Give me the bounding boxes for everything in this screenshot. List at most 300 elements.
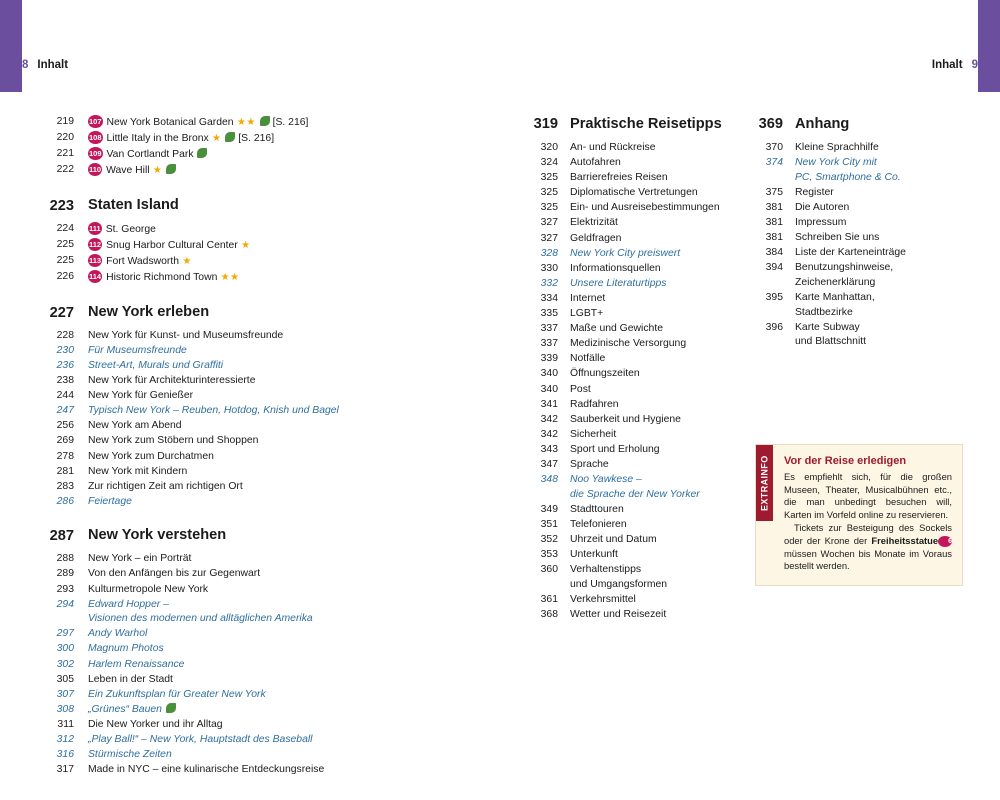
toc-section-entry[interactable]: [755, 115, 970, 133]
toc-entry-title: [88, 196, 460, 214]
toc-entry-title: [88, 495, 460, 510]
toc-entry-subtitle: Zeichenerklärung: [795, 276, 876, 288]
toc-entry[interactable]: [530, 277, 760, 292]
toc-entry-label: Stadttouren: [570, 503, 624, 515]
toc-entry[interactable]: [40, 434, 460, 449]
toc-entry-title: [570, 608, 760, 623]
toc-entry[interactable]: [40, 450, 460, 465]
star-rating-icon: ★: [149, 165, 163, 177]
toc-entry-title: [795, 201, 970, 216]
header-label-right: Inhalt: [931, 59, 963, 71]
toc-entry-subtitle: und Blattschnitt: [795, 336, 867, 348]
toc-entry-title: [570, 307, 760, 322]
toc-entry-page: 327: [540, 217, 558, 229]
toc-entry-title: [88, 598, 460, 627]
toc-entry-page: 287: [49, 528, 74, 545]
map-pin-icon: 112: [89, 239, 102, 249]
map-pin-icon: 110: [89, 165, 102, 175]
toc-entry-page: 238: [56, 375, 74, 387]
toc-entry[interactable]: [530, 413, 760, 428]
toc-entry-subtitle: PC, Smartphone & Co.: [795, 171, 901, 183]
toc-entry[interactable]: [40, 238, 460, 254]
toc-entry[interactable]: [40, 222, 460, 238]
toc-entry[interactable]: [40, 733, 460, 748]
toc-entry-title: [570, 428, 760, 443]
toc-entry-label: Informationsquellen: [570, 262, 661, 274]
toc-entry-label: Ein- und Ausreisebestimmungen: [570, 202, 720, 214]
toc-entry[interactable]: [40, 465, 460, 480]
toc-entry-label: Diplomatische Vertretungen: [570, 187, 698, 199]
toc-entry-label: Die Autoren: [795, 201, 850, 213]
toc-entry-page: 381: [765, 201, 783, 213]
toc-entry[interactable]: [40, 404, 460, 419]
toc-entry-title: [570, 171, 760, 186]
toc-entry[interactable]: [40, 495, 460, 510]
toc-entry[interactable]: [530, 262, 760, 277]
toc-entry[interactable]: [530, 563, 760, 592]
toc-entry-title: [88, 480, 460, 495]
toc-entry-label: Karte Subway: [795, 321, 860, 333]
toc-entry-page: 311: [57, 718, 74, 730]
toc-entry-label: Post: [570, 383, 591, 395]
toc-entry-page: 324: [540, 157, 558, 169]
toc-entry[interactable]: [755, 141, 970, 156]
toc-column-3: [755, 115, 970, 350]
eco-leaf-icon: [197, 148, 207, 158]
toc-entry-page: 286: [56, 495, 74, 507]
map-pin-icon: 6: [938, 536, 952, 547]
toc-entry-page: 225: [56, 238, 74, 250]
toc-entry-page: 256: [56, 420, 74, 432]
toc-entry[interactable]: [40, 718, 460, 733]
toc-entry-label: New York erleben: [88, 303, 210, 320]
toc-entry[interactable]: [755, 216, 970, 231]
map-pin-icon: 107: [89, 117, 102, 126]
toc-entry-title: [570, 398, 760, 413]
toc-entry-label: New York City mit: [795, 157, 877, 169]
toc-entry-label: St. George: [105, 223, 156, 235]
page-number-left: 8: [22, 59, 29, 71]
toc-entry[interactable]: [530, 201, 760, 216]
toc-entry[interactable]: [40, 480, 460, 495]
toc-entry-page: 308: [56, 703, 74, 715]
toc-entry[interactable]: [755, 186, 970, 201]
toc-entry-title: [88, 763, 460, 778]
toc-entry-title: [88, 238, 460, 254]
toc-entry-label: Liste der Karteneinträge: [795, 247, 906, 259]
toc-entry-title: [88, 163, 460, 179]
toc-entry-page: 312: [56, 734, 74, 745]
map-pin-icon: 108: [89, 133, 102, 143]
toc-entry-label: Harlem Renaissance: [88, 658, 185, 670]
toc-entry-label: Schreiben Sie uns: [795, 232, 880, 244]
toc-entry[interactable]: [40, 419, 460, 434]
toc-entry-title: [795, 261, 970, 290]
toc-entry-title: [88, 115, 460, 131]
toc-section-entry[interactable]: [40, 526, 460, 545]
toc-entry-reference: [S. 216]: [235, 133, 275, 145]
toc-entry-label: Medizinische Versorgung: [570, 338, 687, 350]
toc-entry-title: [570, 115, 760, 133]
toc-entry[interactable]: [530, 533, 760, 548]
toc-entry-label: Wave Hill: [106, 165, 150, 177]
extra-info-p2-post: müssen Wochen bis Monate im Voraus bestellt werden.: [784, 547, 952, 572]
toc-entry-page: 375: [765, 186, 783, 198]
toc-entry-page: 283: [56, 480, 74, 492]
toc-entry[interactable]: [530, 593, 760, 608]
toc-entry-page: 278: [56, 450, 74, 462]
toc-entry-page: 330: [540, 262, 558, 274]
toc-entry-label: New York zum Durchatmen: [88, 450, 214, 462]
folio-right: [932, 59, 978, 71]
toc-entry-page: 305: [56, 673, 74, 685]
toc-entry-title: [88, 303, 460, 321]
toc-entry-label: „Grünes“ Bauen: [88, 703, 162, 715]
toc-entry-title: [795, 156, 970, 185]
toc-entry-page: 294: [56, 598, 74, 610]
toc-entry-title: [88, 748, 460, 763]
toc-entry[interactable]: [530, 428, 760, 443]
toc-entry-page: 374: [765, 157, 783, 169]
toc-entry-title: [795, 321, 970, 350]
toc-entry-page: 220: [56, 132, 74, 144]
toc-entry-page: 325: [540, 187, 558, 199]
toc-entry-title: [88, 733, 460, 748]
toc-entry[interactable]: [530, 216, 760, 231]
eco-leaf-icon: [166, 703, 176, 713]
toc-entry-page: 342: [540, 428, 558, 440]
toc-entry-title: [570, 156, 760, 171]
toc-entry[interactable]: [755, 201, 970, 216]
toc-entry-label: Unsere Literaturtipps: [570, 277, 667, 289]
toc-entry[interactable]: [40, 344, 460, 359]
toc-entry-label: Benutzungshinweise,: [795, 262, 894, 274]
toc-entry-label: Praktische Reisetipps: [570, 116, 722, 132]
toc-entry-title: [88, 526, 460, 544]
toc-entry-page: 396: [765, 321, 783, 333]
toc-entry-page: 347: [540, 458, 558, 470]
toc-entry-label: Impressum: [795, 216, 847, 228]
toc-entry-page: 343: [540, 443, 558, 455]
star-rating-icon: ★★: [233, 117, 256, 128]
toc-entry-label: Unterkunft: [570, 549, 618, 561]
toc-entry-title: [570, 383, 760, 398]
toc-entry-page: 342: [540, 413, 558, 425]
map-pin-icon: 109: [89, 149, 102, 159]
toc-entry[interactable]: [40, 329, 460, 344]
toc-entry[interactable]: [530, 247, 760, 262]
toc-entry-label: Uhrzeit und Datum: [570, 533, 657, 545]
toc-entry[interactable]: [530, 156, 760, 171]
toc-entry-reference: [S. 216]: [269, 117, 309, 128]
toc-entry-label: Zur richtigen Zeit am richtigen Ort: [88, 480, 243, 492]
toc-entry[interactable]: [40, 627, 460, 642]
toc-entry-title: [570, 458, 760, 473]
toc-entry-title: [795, 246, 970, 261]
toc-entry-label: Andy Warhol: [88, 628, 148, 640]
toc-entry-label: Register: [795, 186, 834, 198]
toc-entry-page: 325: [540, 172, 558, 184]
toc-entry-subtitle: Visionen des modernen und alltäglichen Amerika: [88, 613, 313, 625]
toc-entry[interactable]: [755, 231, 970, 246]
toc-entry[interactable]: [530, 307, 760, 322]
toc-entry[interactable]: [530, 352, 760, 367]
toc-entry-title: [795, 141, 970, 156]
toc-entry-title: [88, 658, 460, 673]
toc-entry-label: Telefonieren: [570, 518, 627, 530]
toc-entry-page: 352: [540, 533, 558, 545]
toc-entry-page: 335: [540, 308, 558, 320]
toc-column-2: [530, 115, 760, 623]
toc-entry[interactable]: [40, 359, 460, 374]
toc-entry-subtitle: Stadtbezirke: [795, 306, 853, 318]
toc-entry-page: 394: [765, 262, 783, 274]
toc-entry-page: 360: [540, 564, 558, 576]
toc-entry-label: Radfahren: [570, 398, 619, 410]
toc-entry-label: Verhaltenstipps: [570, 564, 642, 576]
toc-entry[interactable]: [530, 458, 760, 473]
toc-entry-page: 340: [540, 368, 558, 380]
toc-entry-title: [88, 344, 460, 359]
toc-entry-title: [88, 703, 460, 718]
toc-entry-title: [570, 548, 760, 563]
toc-entry-label: Historic Richmond Town: [106, 272, 218, 284]
toc-entry-label: Geldfragen: [570, 232, 622, 244]
toc-section-entry[interactable]: [530, 115, 760, 133]
toc-entry-label: Wetter und Reisezeit: [570, 608, 667, 620]
toc-entry-page: 247: [56, 405, 74, 417]
toc-entry-title: [570, 473, 760, 502]
star-rating-icon: ★★: [217, 272, 240, 284]
toc-entry-title: [88, 254, 460, 270]
page-number-right: 9: [971, 59, 978, 71]
toc-entry-label: Anhang: [795, 116, 850, 132]
extra-info-paragraph-2: [784, 522, 952, 572]
eco-leaf-icon: [260, 116, 270, 126]
toc-entry-title: [570, 277, 760, 292]
toc-entry-title: [88, 450, 460, 465]
toc-entry[interactable]: [530, 171, 760, 186]
toc-entry[interactable]: [40, 688, 460, 703]
toc-entry-title: [795, 231, 970, 246]
toc-entry-label: An- und Rückreise: [570, 142, 656, 153]
toc-entry-label: Kulturmetropole New York: [88, 583, 209, 595]
extra-info-title: Vor der Reise erledigen: [784, 455, 907, 467]
toc-entry-label: „Play Ball!“ – New York, Hauptstadt des Baseball: [88, 734, 313, 745]
toc-entry[interactable]: [530, 232, 760, 247]
toc-entry-label: Sauberkeit und Hygiene: [570, 413, 681, 425]
toc-entry-label: New York am Abend: [88, 420, 182, 432]
toc-entry-title: [88, 465, 460, 480]
toc-entry[interactable]: [40, 642, 460, 657]
toc-entry-subtitle: die Sprache der New Yorker: [570, 488, 700, 500]
map-pin-icon: 114: [89, 272, 102, 282]
toc-entry[interactable]: [530, 367, 760, 382]
toc-entry-title: [570, 232, 760, 247]
toc-entry[interactable]: [40, 673, 460, 688]
toc-entry[interactable]: [530, 443, 760, 458]
toc-entry-label: Snug Harbor Cultural Center: [106, 239, 238, 251]
toc-entry[interactable]: [40, 270, 460, 286]
toc-entry-page: 317: [56, 764, 74, 776]
toc-entry[interactable]: [530, 337, 760, 352]
toc-entry[interactable]: [40, 583, 460, 598]
header-label-left: Inhalt: [37, 59, 69, 71]
toc-entry[interactable]: [755, 246, 970, 261]
toc-entry-page: 222: [56, 164, 74, 176]
toc-entry-title: [795, 216, 970, 231]
toc-entry-page: 340: [540, 383, 558, 395]
toc-entry[interactable]: [40, 131, 460, 147]
toc-entry-page: 230: [56, 344, 74, 356]
toc-entry-page: 332: [540, 277, 558, 289]
toc-entry[interactable]: [40, 389, 460, 404]
toc-entry[interactable]: [40, 374, 460, 389]
toc-entry[interactable]: [40, 703, 460, 718]
toc-entry[interactable]: [40, 567, 460, 582]
toc-entry-page: 288: [56, 553, 74, 565]
toc-entry[interactable]: [530, 292, 760, 307]
toc-entry[interactable]: [40, 115, 460, 131]
toc-entry-label: Sicherheit: [570, 428, 617, 440]
toc-entry-label: Van Cortlandt Park: [106, 149, 194, 161]
toc-entry[interactable]: [40, 552, 460, 567]
toc-entry-title: [88, 419, 460, 434]
toc-entry-label: Typisch New York – Reuben, Hotdog, Knish und Bagel: [88, 405, 339, 417]
toc-entry-title: [570, 292, 760, 307]
toc-entry[interactable]: [40, 763, 460, 778]
toc-entry[interactable]: [530, 141, 760, 156]
toc-entry-label: New York für Genießer: [88, 390, 194, 402]
toc-entry-label: Für Museumsfreunde: [88, 344, 187, 356]
toc-entry[interactable]: [40, 658, 460, 673]
toc-entry-label: Street-Art, Murals und Graffiti: [88, 359, 224, 371]
map-pin-icon: 111: [89, 223, 101, 233]
toc-entry-label: New York Botanical Garden: [106, 117, 234, 128]
toc-entry-page: 337: [540, 323, 558, 335]
toc-entry-label: Edward Hopper –: [88, 598, 169, 610]
toc-entry-page: 302: [56, 658, 74, 670]
extra-info-p2-pre: Tickets zur Besteigung des Sockels oder der Krone der: [784, 522, 952, 546]
folio-left: [22, 59, 68, 71]
toc-entry-title: [88, 583, 460, 598]
toc-entry-page: 325: [540, 202, 558, 214]
toc-entry[interactable]: [530, 398, 760, 413]
toc-entry-title: [795, 115, 970, 133]
toc-entry-title: [88, 147, 460, 163]
toc-entry-title: [88, 718, 460, 733]
toc-entry-title: [570, 518, 760, 533]
toc-entry-label: LGBT+: [570, 308, 604, 320]
toc-entry-page: 351: [540, 518, 558, 530]
toc-entry[interactable]: [530, 186, 760, 201]
toc-entry-title: [795, 291, 970, 320]
toc-entry-title: [570, 593, 760, 608]
toc-entry-title: [570, 563, 760, 592]
toc-entry[interactable]: [755, 261, 970, 290]
toc-entry-title: [795, 186, 970, 201]
toc-entry[interactable]: [530, 548, 760, 563]
toc-entry-label: Maße und Gewichte: [570, 323, 663, 335]
toc-entry-label: Die New Yorker und ihr Alltag: [88, 718, 223, 730]
toc-entry-page: 319: [533, 116, 558, 132]
toc-entry-page: 300: [56, 643, 74, 655]
toc-entry-page: 221: [56, 148, 74, 160]
toc-entry-page: 307: [56, 688, 74, 700]
toc-entry-title: [570, 503, 760, 518]
toc-entry[interactable]: [530, 322, 760, 337]
toc-entry[interactable]: [40, 147, 460, 163]
extra-info-p2-bold: Freiheitsstatue: [871, 534, 939, 546]
toc-entry-title: [570, 262, 760, 277]
toc-entry-page: 223: [49, 197, 74, 214]
toc-entry[interactable]: [755, 156, 970, 185]
toc-entry-label: Öffnungszeiten: [570, 368, 640, 380]
eco-leaf-icon: [225, 132, 235, 142]
toc-entry-page: 339: [540, 353, 558, 365]
toc-entry[interactable]: [530, 473, 760, 502]
toc-entry-title: [570, 322, 760, 337]
toc-section-entry[interactable]: [40, 196, 460, 215]
toc-entry-title: [88, 359, 460, 374]
toc-entry-title: [88, 673, 460, 688]
toc-entry-label: Stürmische Zeiten: [88, 749, 172, 761]
toc-entry-title: [570, 533, 760, 548]
extra-info-tab: EXTRAINFO: [756, 445, 773, 521]
toc-entry-title: [88, 642, 460, 657]
eco-leaf-icon: [166, 164, 176, 174]
toc-entry-label: Kleine Sprachhilfe: [795, 142, 879, 153]
map-pin-icon: 113: [89, 256, 102, 266]
toc-entry-page: 327: [540, 232, 558, 244]
toc-entry[interactable]: [755, 321, 970, 350]
toc-entry-page: 337: [540, 338, 558, 350]
toc-entry-title: [570, 443, 760, 458]
toc-entry[interactable]: [40, 598, 460, 627]
toc-entry[interactable]: [530, 518, 760, 533]
toc-entry-title: [570, 247, 760, 262]
toc-entry-page: 226: [56, 271, 74, 283]
toc-entry[interactable]: [40, 163, 460, 179]
toc-entry[interactable]: [40, 254, 460, 270]
toc-entry-title: [88, 222, 460, 238]
toc-entry-label: Autofahren: [570, 157, 621, 169]
toc-entry-page: 349: [540, 503, 558, 515]
toc-entry[interactable]: [40, 748, 460, 763]
toc-entry-title: [570, 186, 760, 201]
toc-section-entry[interactable]: [40, 303, 460, 322]
toc-entry-page: 236: [56, 359, 74, 371]
toc-entry-page: 381: [765, 232, 783, 244]
toc-entry-page: 293: [56, 583, 74, 595]
toc-entry-title: [88, 627, 460, 642]
toc-entry-label: Feiertage: [88, 495, 132, 507]
toc-entry-title: [570, 141, 760, 156]
toc-entry[interactable]: [755, 291, 970, 320]
toc-entry-label: New York – ein Porträt: [88, 553, 192, 565]
toc-entry-label: Ein Zukunftsplan für Greater New York: [88, 688, 266, 700]
toc-entry-label: Little Italy in the Bronx: [106, 133, 209, 145]
toc-entry-page: 334: [540, 292, 558, 304]
toc-entry-page: 316: [56, 749, 74, 761]
toc-entry-page: 281: [56, 465, 74, 477]
toc-entry-title: [88, 404, 460, 419]
toc-entry[interactable]: [530, 503, 760, 518]
toc-entry[interactable]: [530, 383, 760, 398]
toc-entry[interactable]: [530, 608, 760, 623]
toc-entry-page: 328: [540, 247, 558, 259]
toc-entry-page: 341: [540, 398, 558, 410]
